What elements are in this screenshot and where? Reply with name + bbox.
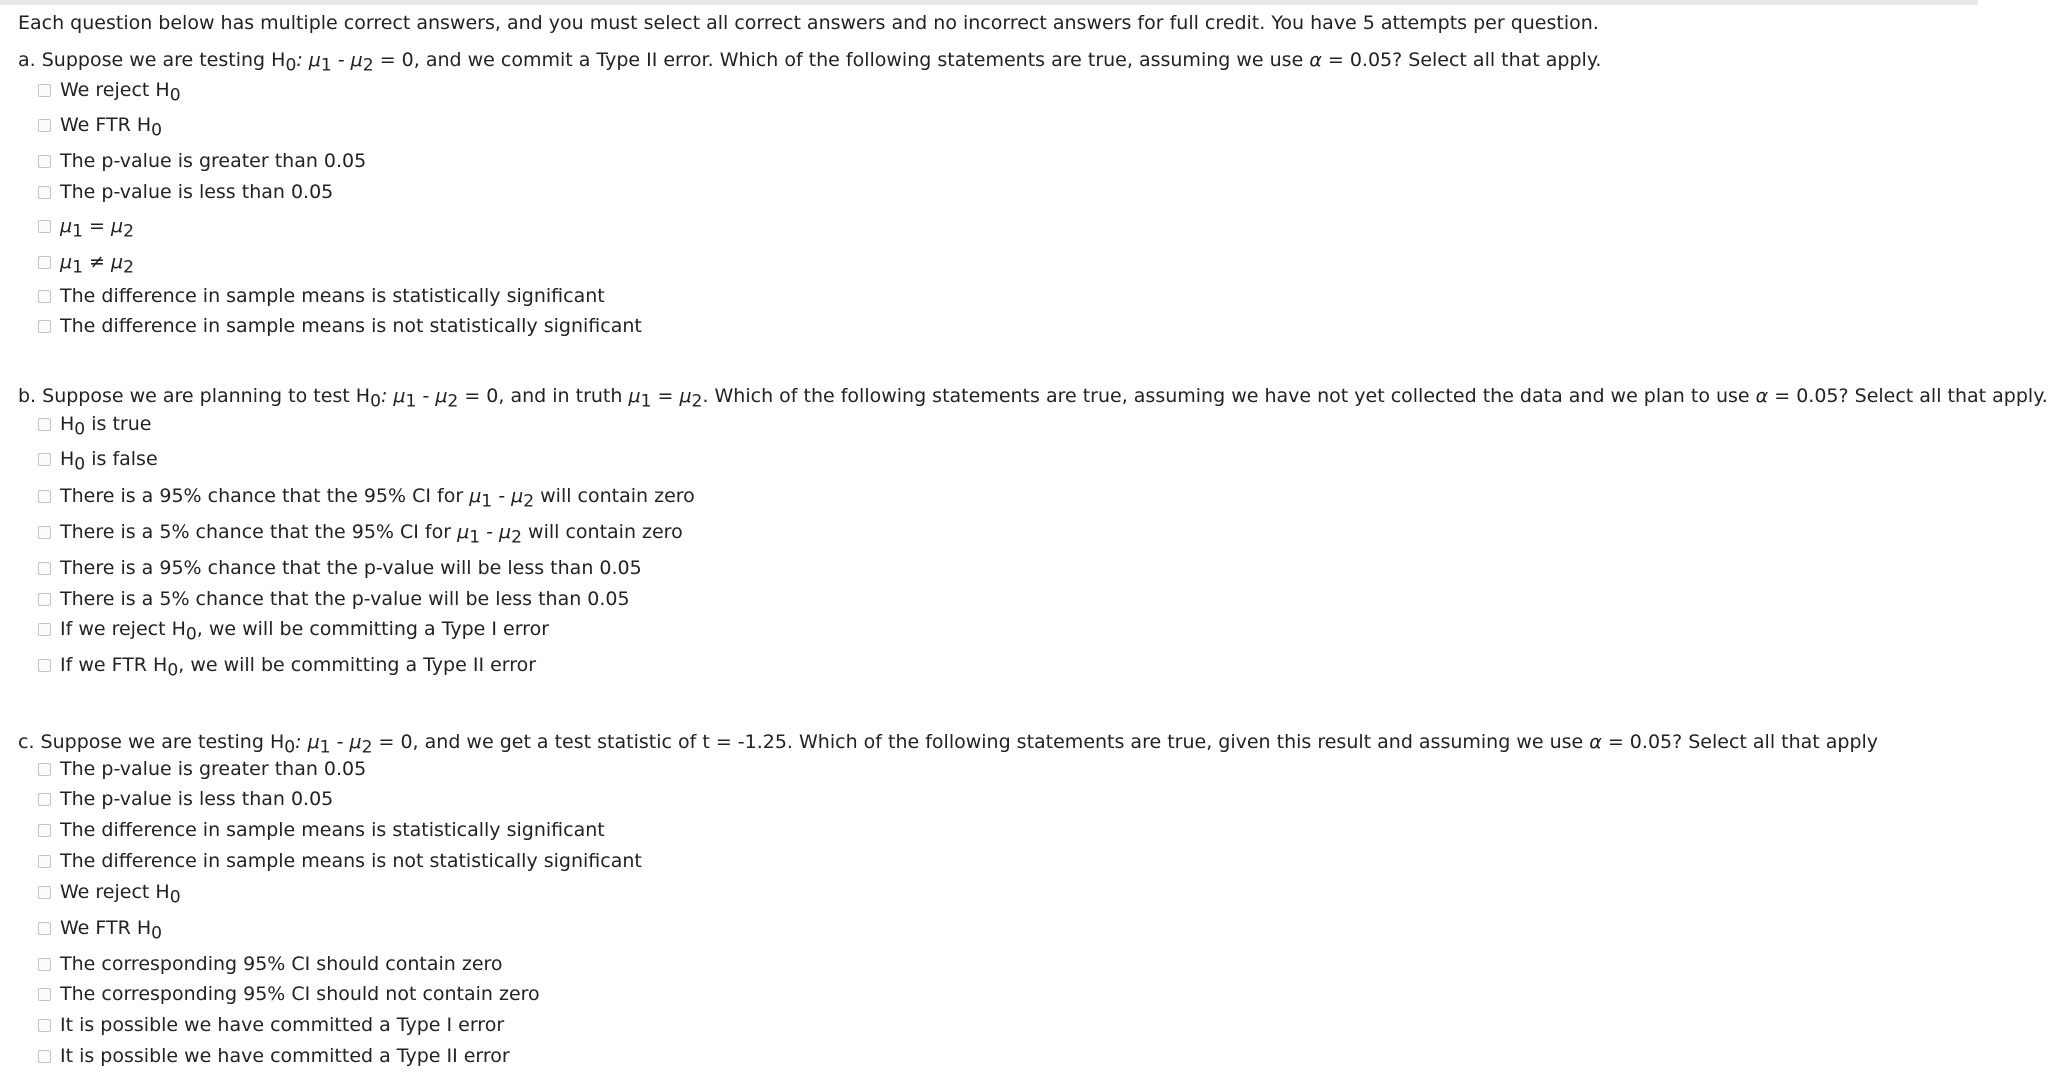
q-b-option-p-95-chance[interactable]: There is a 95% chance that the p-value will be less than 0.05 (38, 556, 642, 580)
checkbox[interactable] (38, 1050, 51, 1063)
q-b-option-reject-type-i[interactable]: If we reject $H_0$, we will be committing a Type I error (38, 617, 549, 641)
checkbox[interactable] (38, 659, 51, 672)
checkbox[interactable] (38, 855, 51, 868)
question-b-text: b. Suppose we are planning to test $H_0$: $\mu_1 - \mu_2 = 0$, and in truth $\mu_1 = \mu_2$. Which of the following statements are true, assuming we have not yet collected the data and we plan to use α = 0.05? Select all that apply. (18, 385, 2048, 412)
instructions-text: Each question below has multiple correct answers, and you must select all correct answers and no incorrect answers for full credit. You have 5 attempts per question. (18, 12, 1599, 34)
question-a-text: a. Suppose we are testing $H_0$: $\mu_1 - \mu_2 = 0$, and we commit a Type II error. Which of the following statements are true, assuming we use α = 0.05? Select all that apply. (18, 49, 1602, 76)
checkbox[interactable] (38, 593, 51, 606)
q-c-option-we-ftr[interactable]: We FTR $H_0$ (38, 916, 162, 940)
checkbox[interactable] (38, 290, 51, 303)
checkbox[interactable] (38, 320, 51, 333)
q-c-option-p-greater[interactable]: The p-value is greater than 0.05 (38, 757, 366, 781)
checkbox[interactable] (38, 562, 51, 575)
q-b-option-p-5-chance[interactable]: There is a 5% chance that the p-value will be less than 0.05 (38, 587, 630, 611)
q-c-option-we-reject[interactable]: We reject $H_0$ (38, 880, 181, 904)
q-a-option-diff-sig[interactable]: The difference in sample means is statistically significant (38, 284, 605, 308)
checkbox[interactable] (38, 763, 51, 776)
q-a-option-p-less[interactable]: The p-value is less than 0.05 (38, 180, 333, 204)
checkbox[interactable] (38, 453, 51, 466)
checkbox[interactable] (38, 84, 51, 97)
q-c-option-p-less[interactable]: The p-value is less than 0.05 (38, 787, 333, 811)
checkbox[interactable] (38, 418, 51, 431)
q-a-option-we-reject[interactable]: We reject $H_0$ (38, 78, 181, 102)
q-a-option-p-greater[interactable]: The p-value is greater than 0.05 (38, 149, 366, 173)
checkbox[interactable] (38, 490, 51, 503)
q-b-option-ftr-type-ii[interactable]: If we FTR $H_0$, we will be committing a Type II error (38, 653, 536, 677)
checkbox[interactable] (38, 886, 51, 899)
checkbox[interactable] (38, 256, 51, 269)
q-c-option-ci-contain[interactable]: The corresponding 95% CI should contain zero (38, 952, 503, 976)
checkbox[interactable] (38, 155, 51, 168)
q-c-option-ci-not-contain[interactable]: The corresponding 95% CI should not contain zero (38, 982, 540, 1006)
checkbox[interactable] (38, 623, 51, 636)
q-a-option-mu-equal[interactable]: $\mu_1 = \mu_2$ (38, 214, 134, 238)
checkbox[interactable] (38, 793, 51, 806)
q-a-option-mu-not-equal[interactable]: $\mu_1 \ne \mu_2$ (38, 250, 134, 274)
checkbox[interactable] (38, 958, 51, 971)
q-b-option-h0-true[interactable]: $H_0$ is true (38, 412, 151, 436)
top-divider (0, 0, 1978, 5)
checkbox[interactable] (38, 824, 51, 837)
q-c-option-diff-sig[interactable]: The difference in sample means is statistically significant (38, 818, 605, 842)
q-a-option-diff-not-sig[interactable]: The difference in sample means is not statistically significant (38, 314, 642, 338)
q-b-option-ci-5-chance[interactable]: There is a 5% chance that the 95% CI for $\mu_1 - \mu_2$ will contain zero (38, 520, 683, 544)
q-c-option-type-i[interactable]: It is possible we have committed a Type I error (38, 1013, 504, 1037)
q-a-option-we-ftr[interactable]: We FTR $H_0$ (38, 113, 162, 137)
checkbox[interactable] (38, 1019, 51, 1032)
checkbox[interactable] (38, 988, 51, 1001)
q-b-option-ci-95-chance[interactable]: There is a 95% chance that the 95% CI for $\mu_1 - \mu_2$ will contain zero (38, 484, 695, 508)
checkbox[interactable] (38, 119, 51, 132)
q-c-option-type-ii[interactable]: It is possible we have committed a Type II error (38, 1044, 510, 1068)
q-c-option-diff-not-sig[interactable]: The difference in sample means is not statistically significant (38, 849, 642, 873)
q-b-option-h0-false[interactable]: $H_0$ is false (38, 447, 158, 471)
checkbox[interactable] (38, 186, 51, 199)
checkbox[interactable] (38, 220, 51, 233)
checkbox[interactable] (38, 526, 51, 539)
question-c-text: c. Suppose we are testing $H_0$: $\mu_1 - \mu_2 = 0$, and we get a test statistic of t = -1.25. Which of the following statements are true, given this result and assuming we use α = 0.05? Select all that apply (18, 731, 1879, 758)
checkbox[interactable] (38, 922, 51, 935)
